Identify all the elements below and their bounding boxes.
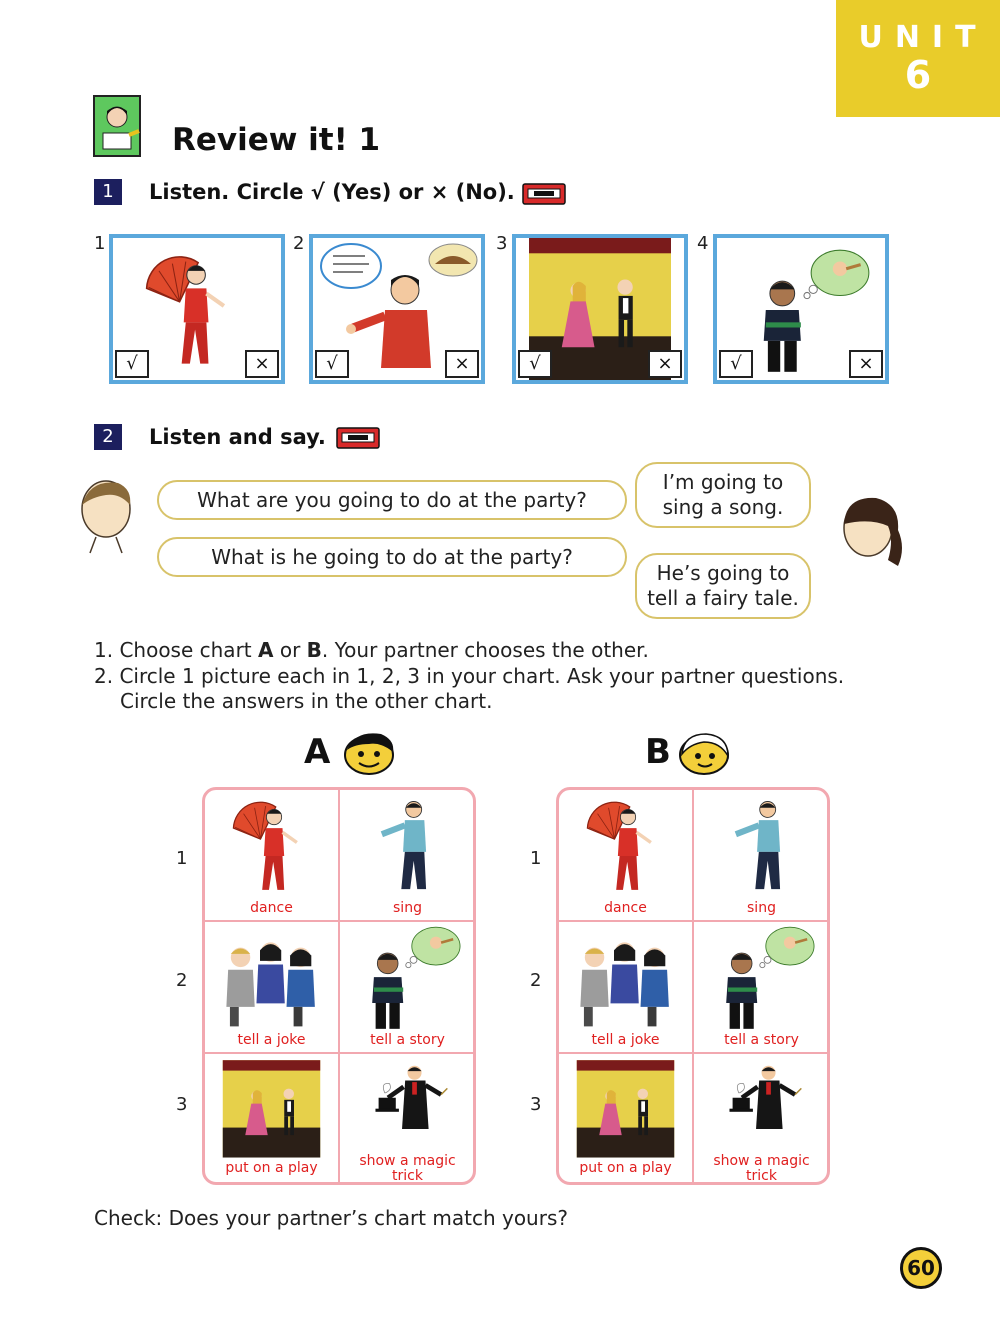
chart-b-row-2-number: 2	[530, 970, 542, 991]
chart-a-row-1-number: 1	[176, 848, 188, 869]
boy-face-icon	[341, 730, 397, 776]
chart-b-cell-magic[interactable]	[694, 1054, 829, 1185]
chart-a-label: A	[304, 732, 331, 772]
cell-caption: sing	[747, 900, 776, 916]
chart-a-cell-story[interactable]	[340, 922, 475, 1054]
picture-4-storyteller	[713, 234, 889, 384]
girl-head-icon	[836, 490, 912, 576]
chart-a-cell-play[interactable]	[205, 1054, 340, 1185]
answer-1-line-2: sing a song.	[662, 495, 784, 519]
chart-b	[556, 787, 830, 1185]
caption-line-1: show a magic	[359, 1153, 456, 1169]
chart-a-cell-sing[interactable]	[340, 790, 475, 922]
caption-line-2: trick	[746, 1168, 777, 1184]
picture-1-yes-box[interactable]: √	[115, 350, 149, 378]
cell-caption: tell a joke	[591, 1032, 660, 1048]
reading-boy-icon	[93, 95, 141, 157]
cassette-tape-icon	[522, 183, 566, 205]
cell-caption: dance	[250, 900, 293, 916]
chart-b-cell-play[interactable]	[559, 1054, 694, 1185]
unit-tab	[836, 0, 1000, 117]
cassette-tape-icon	[336, 427, 380, 449]
step-1: 1. Choose chart A or B. Your partner chooses the other.	[94, 638, 649, 662]
picture-2-yes-box[interactable]: √	[315, 350, 349, 378]
caption-line-2: trick	[392, 1168, 423, 1184]
section-1-instruction: Listen. Circle √ (Yes) or × (No).	[149, 180, 515, 204]
answer-bubble-2	[635, 553, 811, 619]
answer-bubble-1	[635, 462, 811, 528]
cell-caption: sing	[393, 900, 422, 916]
picture-1-no-box[interactable]: ×	[245, 350, 279, 378]
chart-b-cell-joke[interactable]	[559, 922, 694, 1054]
cell-caption: dance	[604, 900, 647, 916]
chart-b-cell-sing[interactable]	[694, 790, 829, 922]
cell-caption: put on a play	[225, 1160, 318, 1176]
answer-2-line-2: tell a fairy tale.	[647, 586, 799, 610]
page-number: 60	[900, 1247, 942, 1289]
picture-3-stage-play	[512, 234, 688, 384]
boy-head-icon	[70, 475, 140, 555]
check-question: Check: Does your partner’s chart match yours?	[94, 1206, 568, 1230]
chart-a-cell-dance[interactable]	[205, 790, 340, 922]
page-title: Review it! 1	[172, 122, 381, 158]
girl-face-icon	[676, 730, 732, 776]
picture-4-yes-box[interactable]: √	[719, 350, 753, 378]
chart-b-label: B	[645, 732, 671, 772]
cell-caption: tell a story	[370, 1032, 445, 1048]
caption-line-1: show a magic	[713, 1153, 810, 1169]
question-bubble-2: What is he going to do at the party?	[157, 537, 627, 577]
cell-caption: tell a story	[724, 1032, 799, 1048]
picture-2-number: 2	[293, 233, 305, 254]
cell-caption	[694, 1154, 829, 1184]
chart-a-cell-magic[interactable]	[340, 1054, 475, 1185]
step-2-line-2: Circle the answers in the other chart.	[120, 689, 493, 713]
step-2-line-1: 2. Circle 1 picture each in 1, 2, 3 in your chart. Ask your partner questions.	[94, 664, 845, 688]
section-1-badge: 1	[94, 179, 122, 205]
chart-a-cell-joke[interactable]	[205, 922, 340, 1054]
chart-a-row-2-number: 2	[176, 970, 188, 991]
picture-4-no-box[interactable]: ×	[849, 350, 883, 378]
chart-b-cell-dance[interactable]	[559, 790, 694, 922]
answer-1-line-1: I’m going to	[662, 470, 784, 494]
picture-3-yes-box[interactable]: √	[518, 350, 552, 378]
picture-3-number: 3	[496, 233, 508, 254]
answer-2-line-1: He’s going to	[656, 561, 790, 585]
picture-4-number: 4	[697, 233, 709, 254]
section-2-badge: 2	[94, 424, 122, 450]
question-bubble-1: What are you going to do at the party?	[157, 480, 627, 520]
picture-1-number: 1	[94, 233, 106, 254]
chart-b-cell-story[interactable]	[694, 922, 829, 1054]
chart-a-row-3-number: 3	[176, 1094, 188, 1115]
section-2-instruction: Listen and say.	[149, 425, 326, 449]
picture-3-no-box[interactable]: ×	[648, 350, 682, 378]
chart-b-row-1-number: 1	[530, 848, 542, 869]
chart-b-row-3-number: 3	[530, 1094, 542, 1115]
cell-caption	[340, 1154, 475, 1184]
picture-2-talking-boy	[309, 234, 485, 384]
chart-a	[202, 787, 476, 1185]
picture-1-dancer	[109, 234, 285, 384]
unit-number: 6	[904, 53, 932, 97]
unit-label: UNIT	[858, 20, 988, 55]
cell-caption: tell a joke	[237, 1032, 306, 1048]
picture-2-no-box[interactable]: ×	[445, 350, 479, 378]
cell-caption: put on a play	[579, 1160, 672, 1176]
